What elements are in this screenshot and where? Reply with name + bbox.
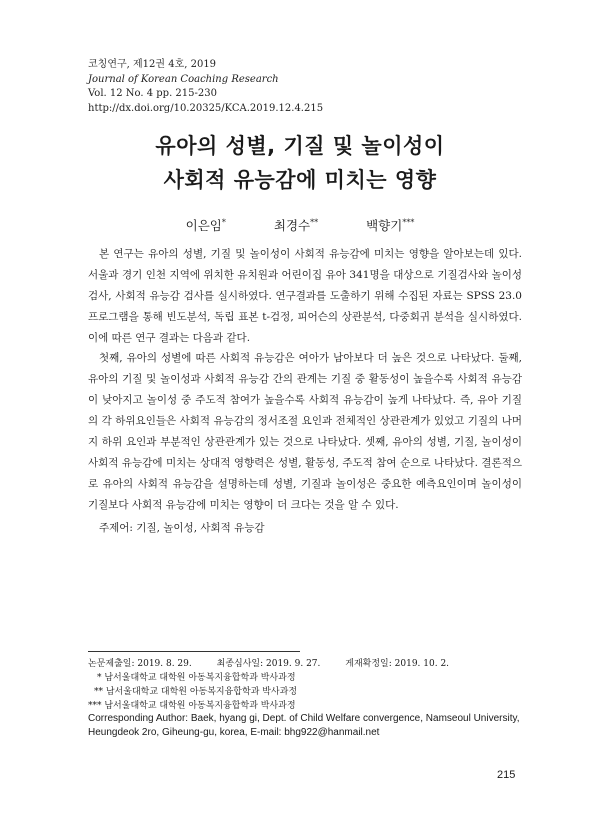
abstract-paragraph-1: 본 연구는 유아의 성별, 기질 및 놀이성이 사회적 유능감에 미치는 영향을 알아보는데 있다. 서울과 경기 인천 지역에 위치한 유치원과 어린이집 유아 341명을 대상으로 기질검사와 놀이성 검사, 사회적 유능감 검사를 실시하였다. 연구결과를 도출하기 위해 수집된 자료는 SPSS 23.0 프로그램을 통해 빈도분석, 독립 표본 t-검정, 피어슨의 상관분석, 다중회귀 분석을 실시하였다. 이에 따른 연구 결과는 다음과 같다. [88, 248, 522, 344]
journal-name-korean: 코칭연구, 제12권 4호, 2019 [88, 59, 217, 70]
author-list [0, 216, 600, 234]
keywords: 주제어: 기질, 놀이성, 사회적 유능감 [99, 522, 265, 534]
footnote-divider [88, 651, 300, 652]
doi-link[interactable]: http://dx.doi.org/10.20325/KCA.2019.12.4.215 [88, 102, 324, 114]
author-3 [366, 218, 414, 233]
author-mark: * [221, 217, 226, 227]
paper-title-line1: 유아의 성별, 기질 및 놀이성이 [155, 134, 445, 158]
affiliation-1: * 남서울대학교 대학원 아동복지융합학과 박사과정 [97, 673, 296, 683]
journal-name-english: Journal of Korean Coaching Research [88, 73, 279, 85]
received-date: 논문제출일: 2019. 8. 29. [88, 659, 192, 669]
submission-dates [88, 657, 471, 671]
affiliation-2: ** 남서울대학교 대학원 아동복지융합학과 박사과정 [94, 687, 298, 697]
reviewed-date: 최종심사일: 2019. 9. 27. [216, 659, 321, 669]
volume-info: Vol. 12 No. 4 pp. 215-230 [88, 88, 217, 99]
page-number: 215 [497, 769, 516, 781]
author-name: 백향기 [366, 218, 403, 233]
author-mark: ** [310, 217, 319, 227]
author-1 [186, 218, 226, 233]
author-name: 최경수 [273, 218, 311, 233]
paper-title-line2: 사회적 유능감에 미치는 영향 [163, 168, 437, 192]
journal-header [88, 58, 323, 116]
author-name: 이은임 [185, 218, 222, 233]
author-mark: *** [402, 217, 415, 227]
corresponding-author: Corresponding Author: Baek, hyang gi, Dept. of Child Welfare convergence, Namseoul University, Heungdeok 2ro, Giheung-gu, korea, E-mail: bhg922@hanmail.net [88, 713, 520, 738]
abstract-paragraph-2: 첫째, 유아의 성별에 따른 사회적 유능감은 여아가 남아보다 더 높은 것으로 나타났다. 둘째, 유아의 기질 및 놀이성과 사회적 유능감 간의 관계는 기질 중 활동성이 높을수록 사회적 유능감이 낮아지고 놀이성 중 주도적 참여가 높을수록 사회적 유능감이 높게 나타났다. 즉, 유아 기질의 각 하위요인들은 사회적 유능감의 정서조절 요인과 전체적인 상관관계가 있었고 기질의 나머지 하위 요인과 부분적인 상관관계가 있는 것으로 나타났다. 셋째, 유아의 성별, 기질, 놀이성이 사회적 유능감에 미치는 상대적 영향력은 성별, 활동성, 주도적 참여 순으로 나타났다. 결론적으로 유아의 사회적 유능감을 설명하는데 성별, 기질과 놀이성은 중요한 예측요인이며 놀이성이 기질보다 사회적 유능감에 미치는 영향이 더 크다는 것을 알 수 있다. [88, 352, 522, 511]
accepted-date: 게재확정일: 2019. 10. 2. [345, 659, 450, 669]
author-2 [274, 218, 318, 233]
affiliation-3: *** 남서울대학교 대학원 아동복지융합학과 박사과정 [88, 701, 296, 711]
